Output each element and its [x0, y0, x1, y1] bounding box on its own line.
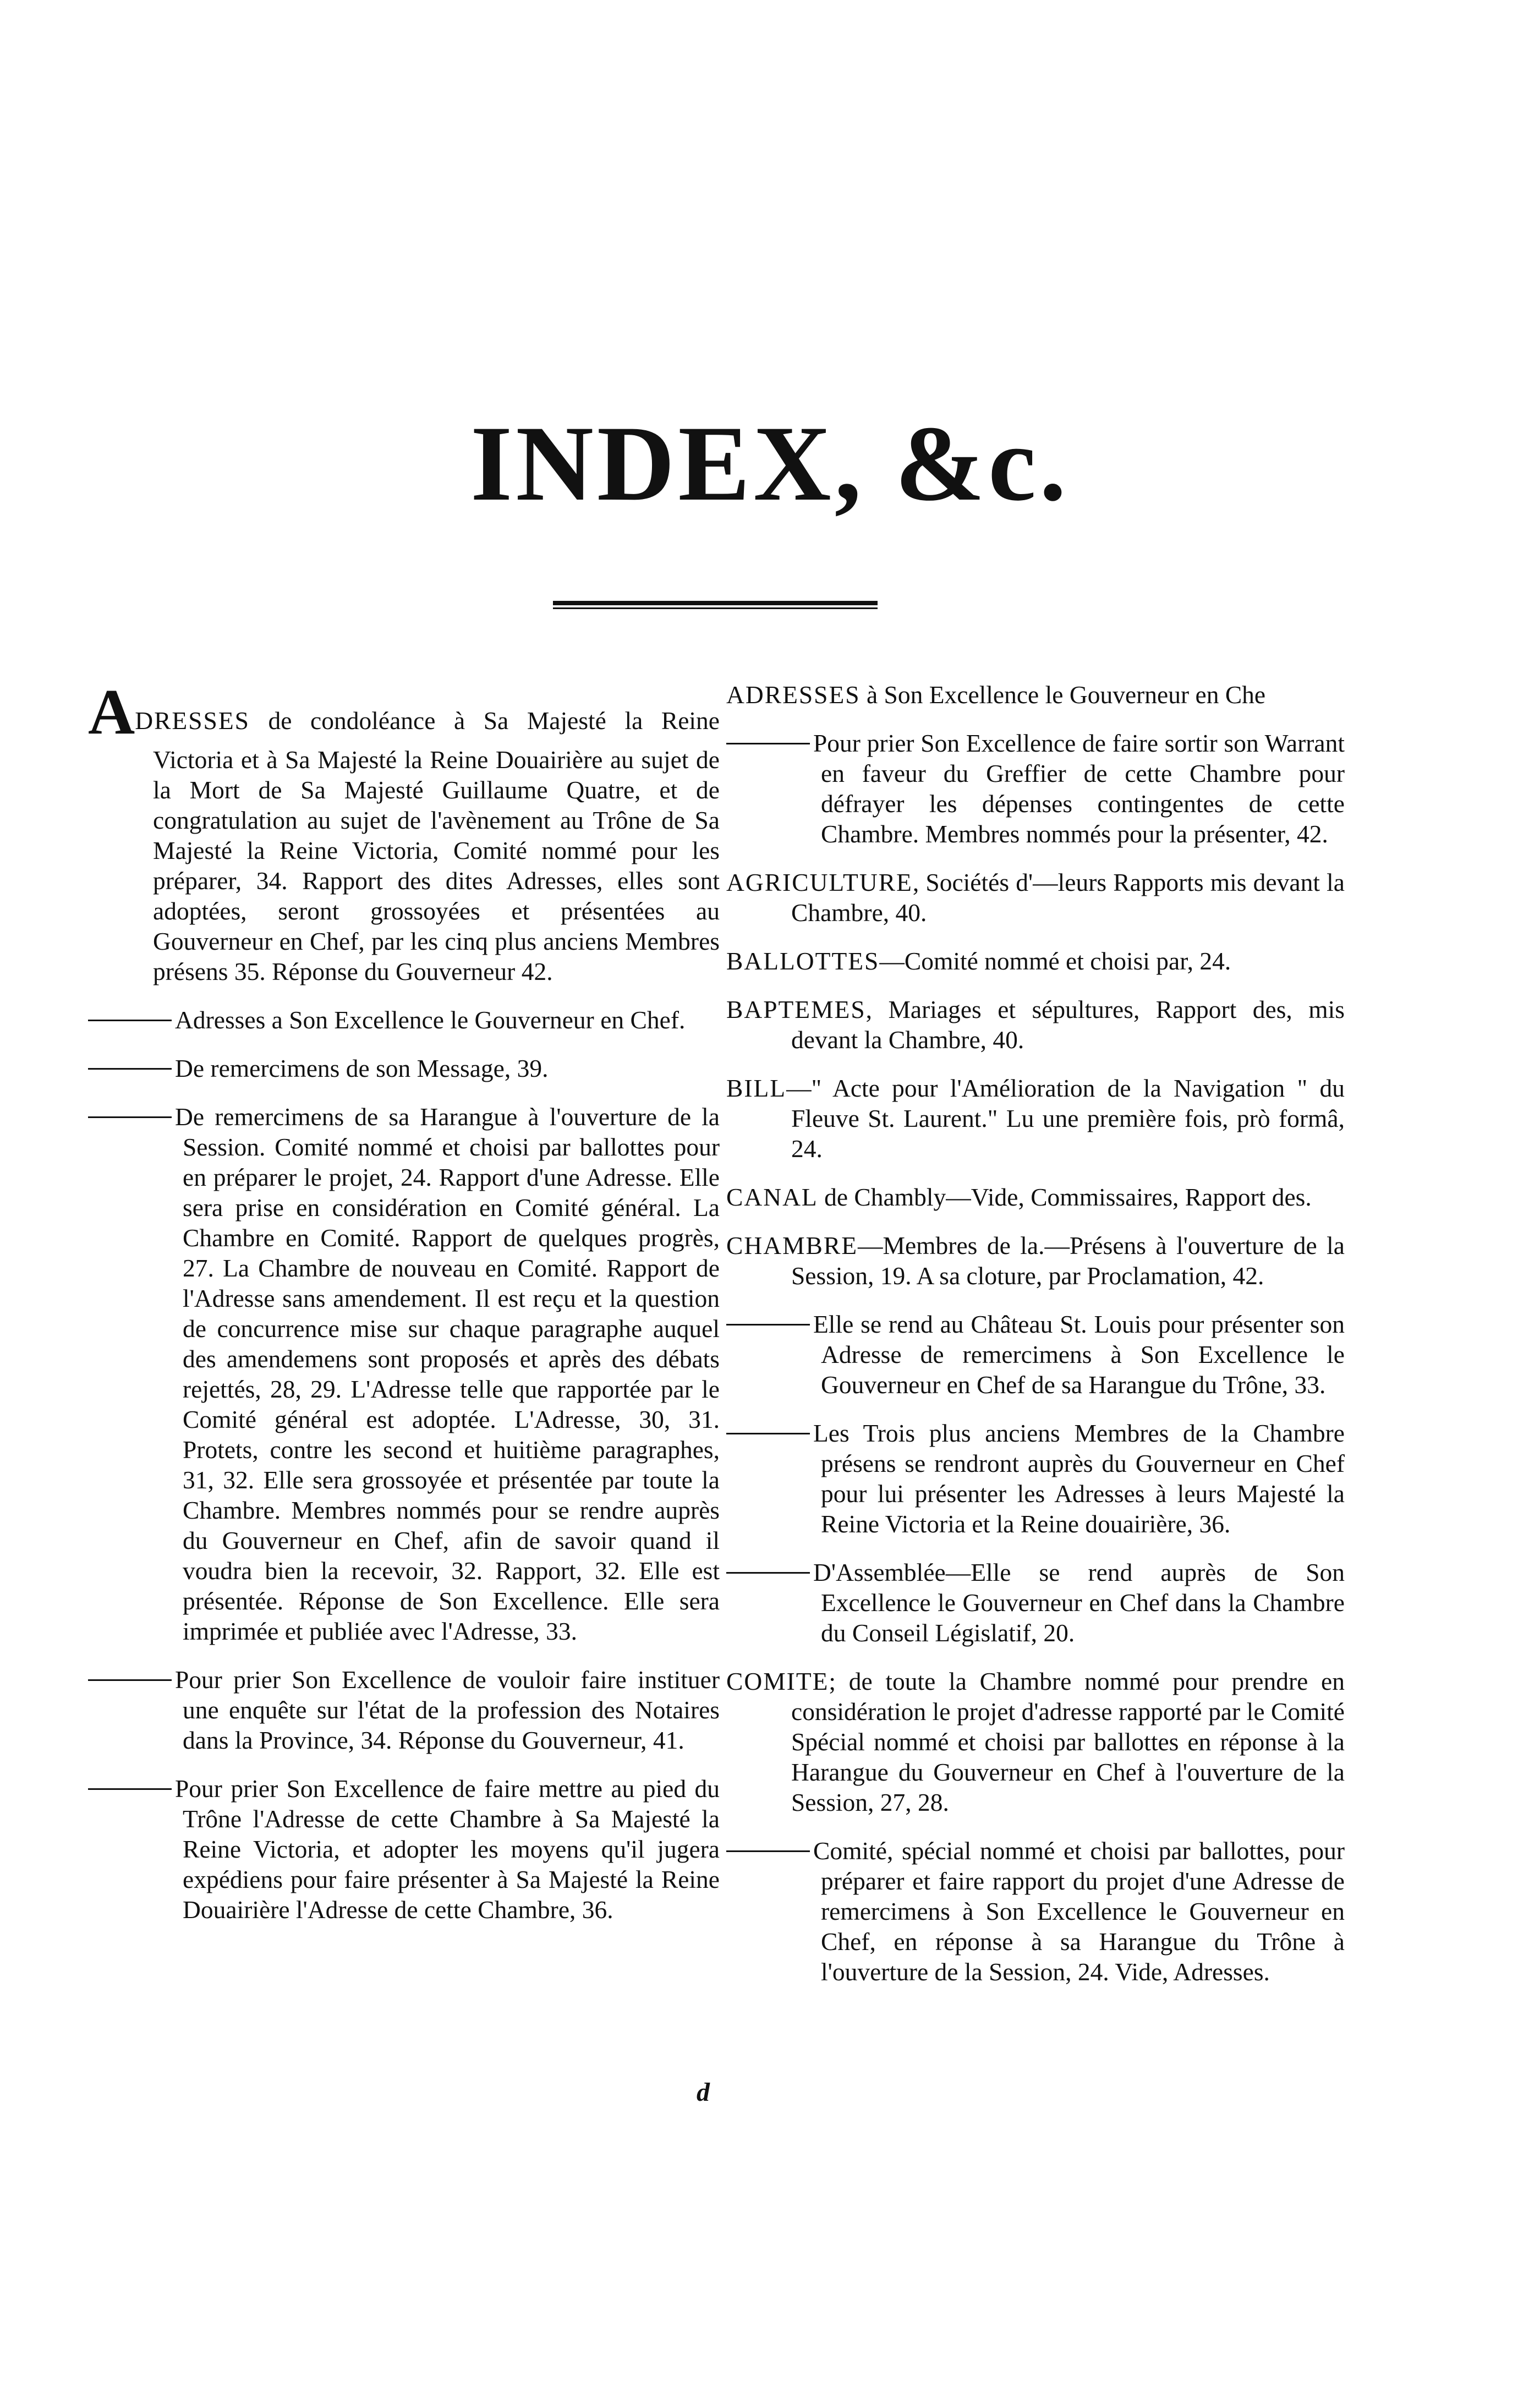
- entry-text: Pour prier Son Excellence de faire mettre au pied du Trône l'Adresse de cette Chambre à Sa Majesté la Reine Victoria, et adopter les moyens qu'il jugera expédiens pour faire présenter à Sa Majesté la Reine Douairière l'Adresse de cette Chambre, 36.: [175, 1774, 720, 1924]
- title-rule: [553, 601, 878, 609]
- dash-rule: [88, 1020, 172, 1021]
- dash-rule: [726, 1324, 810, 1326]
- signature-mark: d: [697, 2078, 710, 2107]
- index-subentry: [726, 728, 1345, 849]
- index-subentry: [88, 1664, 720, 1755]
- dash-rule: [726, 1572, 810, 1574]
- entry-text: de condoléance à Sa Majesté la Reine Victoria et à Sa Majesté la Reine Douairière au sujet de la Mort de Sa Majesté Guillaume Quatre, et de congratulation au sujet de l'avènement au Trône de Sa Majesté la Reine Victoria, Comité nommé pour les préparer, 34. Rapport des dites Adresses, elles sont adoptées, seront grossoyées et présentées au Gouverneur en Chef, par les cinq plus anciens Membres présens 35. Réponse du Gouverneur 42.: [153, 706, 720, 985]
- entry-text: Les Trois plus anciens Membres de la Chambre présens se rendront auprès du Gouverneur en Chef pour lui présenter les Adresses à leurs Majesté la Reine Victoria et la Reine douairière, 36.: [813, 1419, 1345, 1538]
- entry-text: De remercimens de son Message, 39.: [175, 1054, 549, 1082]
- dash-rule: [726, 1850, 810, 1852]
- entry-lead: ADRESSES: [726, 681, 861, 709]
- index-entry: [726, 1073, 1345, 1164]
- entry-text: De remercimens de sa Harangue à l'ouverture de la Session. Comité nommé et choisi par ballottes pour en préparer le projet, 24. Rapport d'une Adresse. Elle sera prise en considération en Comité général. La Chambre en Comité. Rapport de quelques progrès, 27. La Chambre de nouveau en Comité. Rapport de l'Adresse sans amendement. Il est reçu et la question de concurrence mise sur chaque paragraphe auquel des amendemens sont proposés et après des débats rejettés, 28, 29. L'Adresse telle que rapportée par le Comité général est adoptée. L'Adresse, 30, 31. Protets, contre les second et huitième paragraphes, 31, 32. Elle sera grossoyée et présentée par toute la Chambre. Membres nommés pour se rendre auprès du Gouverneur en Chef, afin de savoir quand il voudra bien la recevoir, 32. Rapport, 32. Elle est présentée. Réponse de Son Excellence. Elle sera imprimée et publiée avec l'Adresse, 33.: [175, 1103, 720, 1645]
- entry-text: à Son Excellence le Gouverneur en Che: [860, 681, 1266, 709]
- index-subentry: [726, 1836, 1345, 1987]
- entry-text: Comité, spécial nommé et choisi par ballottes, pour préparer et faire rapport du projet d'une Adresse de remercimens à Son Excellence le Gouverneur en Chef, en réponse à sa Harangue du Trône à l'ouverture de la Session, 24. Vide, Adresses.: [813, 1837, 1345, 1986]
- index-subentry: [88, 1005, 720, 1035]
- entry-lead: BALLOTTES: [726, 947, 880, 975]
- index-subentry: [726, 1309, 1345, 1400]
- index-subentry: [88, 1053, 720, 1083]
- index-entry: [726, 1230, 1345, 1291]
- index-subentry: [88, 1102, 720, 1646]
- index-entry: [726, 680, 1345, 710]
- index-entry: [726, 994, 1345, 1055]
- entry-text: Elle se rend au Château St. Louis pour présenter son Adresse de remercimens à Son Excellence le Gouverneur en Chef de sa Harangue du Trône, 33.: [813, 1310, 1345, 1399]
- entry-lead: CHAMBRE: [726, 1231, 858, 1259]
- entry-lead: COMITE: [726, 1667, 829, 1695]
- entry-text: —Membres de la.—Présens à l'ouverture de la Session, 19. A sa cloture, par Proclamation, 42.: [791, 1231, 1345, 1290]
- drop-cap: A: [88, 676, 135, 748]
- entry-text: Adresses a Son Excellence le Gouverneur en Chef.: [175, 1006, 686, 1034]
- left-column: [88, 676, 720, 1943]
- entry-text: —" Acte pour l'Amélioration de la Navigation " du Fleuve St. Laurent." Lu une première fois, prò formâ, 24.: [786, 1074, 1345, 1163]
- index-subentry: [726, 1418, 1345, 1539]
- entry-lead: CANAL: [726, 1183, 818, 1211]
- entry-text: —Comité nommé et choisi par, 24.: [879, 947, 1231, 975]
- dash-rule: [88, 1068, 172, 1070]
- index-entry: [726, 867, 1345, 928]
- index-entry: [726, 1182, 1345, 1212]
- index-entry: [726, 1666, 1345, 1817]
- entry-lead: BAPTEMES: [726, 995, 866, 1023]
- dash-rule: [88, 1679, 172, 1681]
- entry-text: , Mariages et sépultures, Rapport des, mis devant la Chambre, 40.: [791, 995, 1345, 1054]
- entry-text: de Chambly—Vide, Commissaires, Rapport des.: [818, 1183, 1312, 1211]
- entry-lead: AGRICULTURE: [726, 868, 913, 896]
- index-subentry: [88, 1773, 720, 1925]
- entry-text: Pour prier Son Excellence de vouloir faire instituer une enquête sur l'état de la profession des Notaires dans la Province, 34. Réponse du Gouverneur, 41.: [175, 1666, 720, 1754]
- index-subentry: [726, 1557, 1345, 1648]
- index-entry: [726, 946, 1345, 976]
- right-column: [726, 680, 1345, 2005]
- entry-text: , Sociétés d'—leurs Rapports mis devant la Chambre, 40.: [791, 868, 1345, 927]
- dash-rule: [88, 1116, 172, 1118]
- dash-rule: [726, 1433, 810, 1434]
- entry-text: ; de toute la Chambre nommé pour prendre en considération le projet d'adresse rapporté par le Comité Spécial nommé et choisi par ballottes en réponse à la Harangue du Gouverneur en Chef à l'ouverture de la Session, 27, 28.: [791, 1667, 1345, 1816]
- index-entry: [88, 676, 720, 987]
- dash-rule: [88, 1788, 172, 1790]
- entry-lead-rest: DRESSES: [135, 706, 250, 735]
- entry-lead: BILL: [726, 1074, 787, 1102]
- page-title: INDEX, &c.: [470, 404, 1070, 523]
- entry-text: D'Assemblée—Elle se rend auprès de Son Excellence le Gouverneur en Chef dans la Chambre du Conseil Législatif, 20.: [813, 1558, 1345, 1647]
- entry-text: Pour prier Son Excellence de faire sortir son Warrant en faveur du Greffier de cette Chambre pour défrayer les dépenses contingentes de cette Chambre. Membres nommés pour la présenter, 42.: [813, 729, 1345, 848]
- dash-rule: [726, 743, 810, 744]
